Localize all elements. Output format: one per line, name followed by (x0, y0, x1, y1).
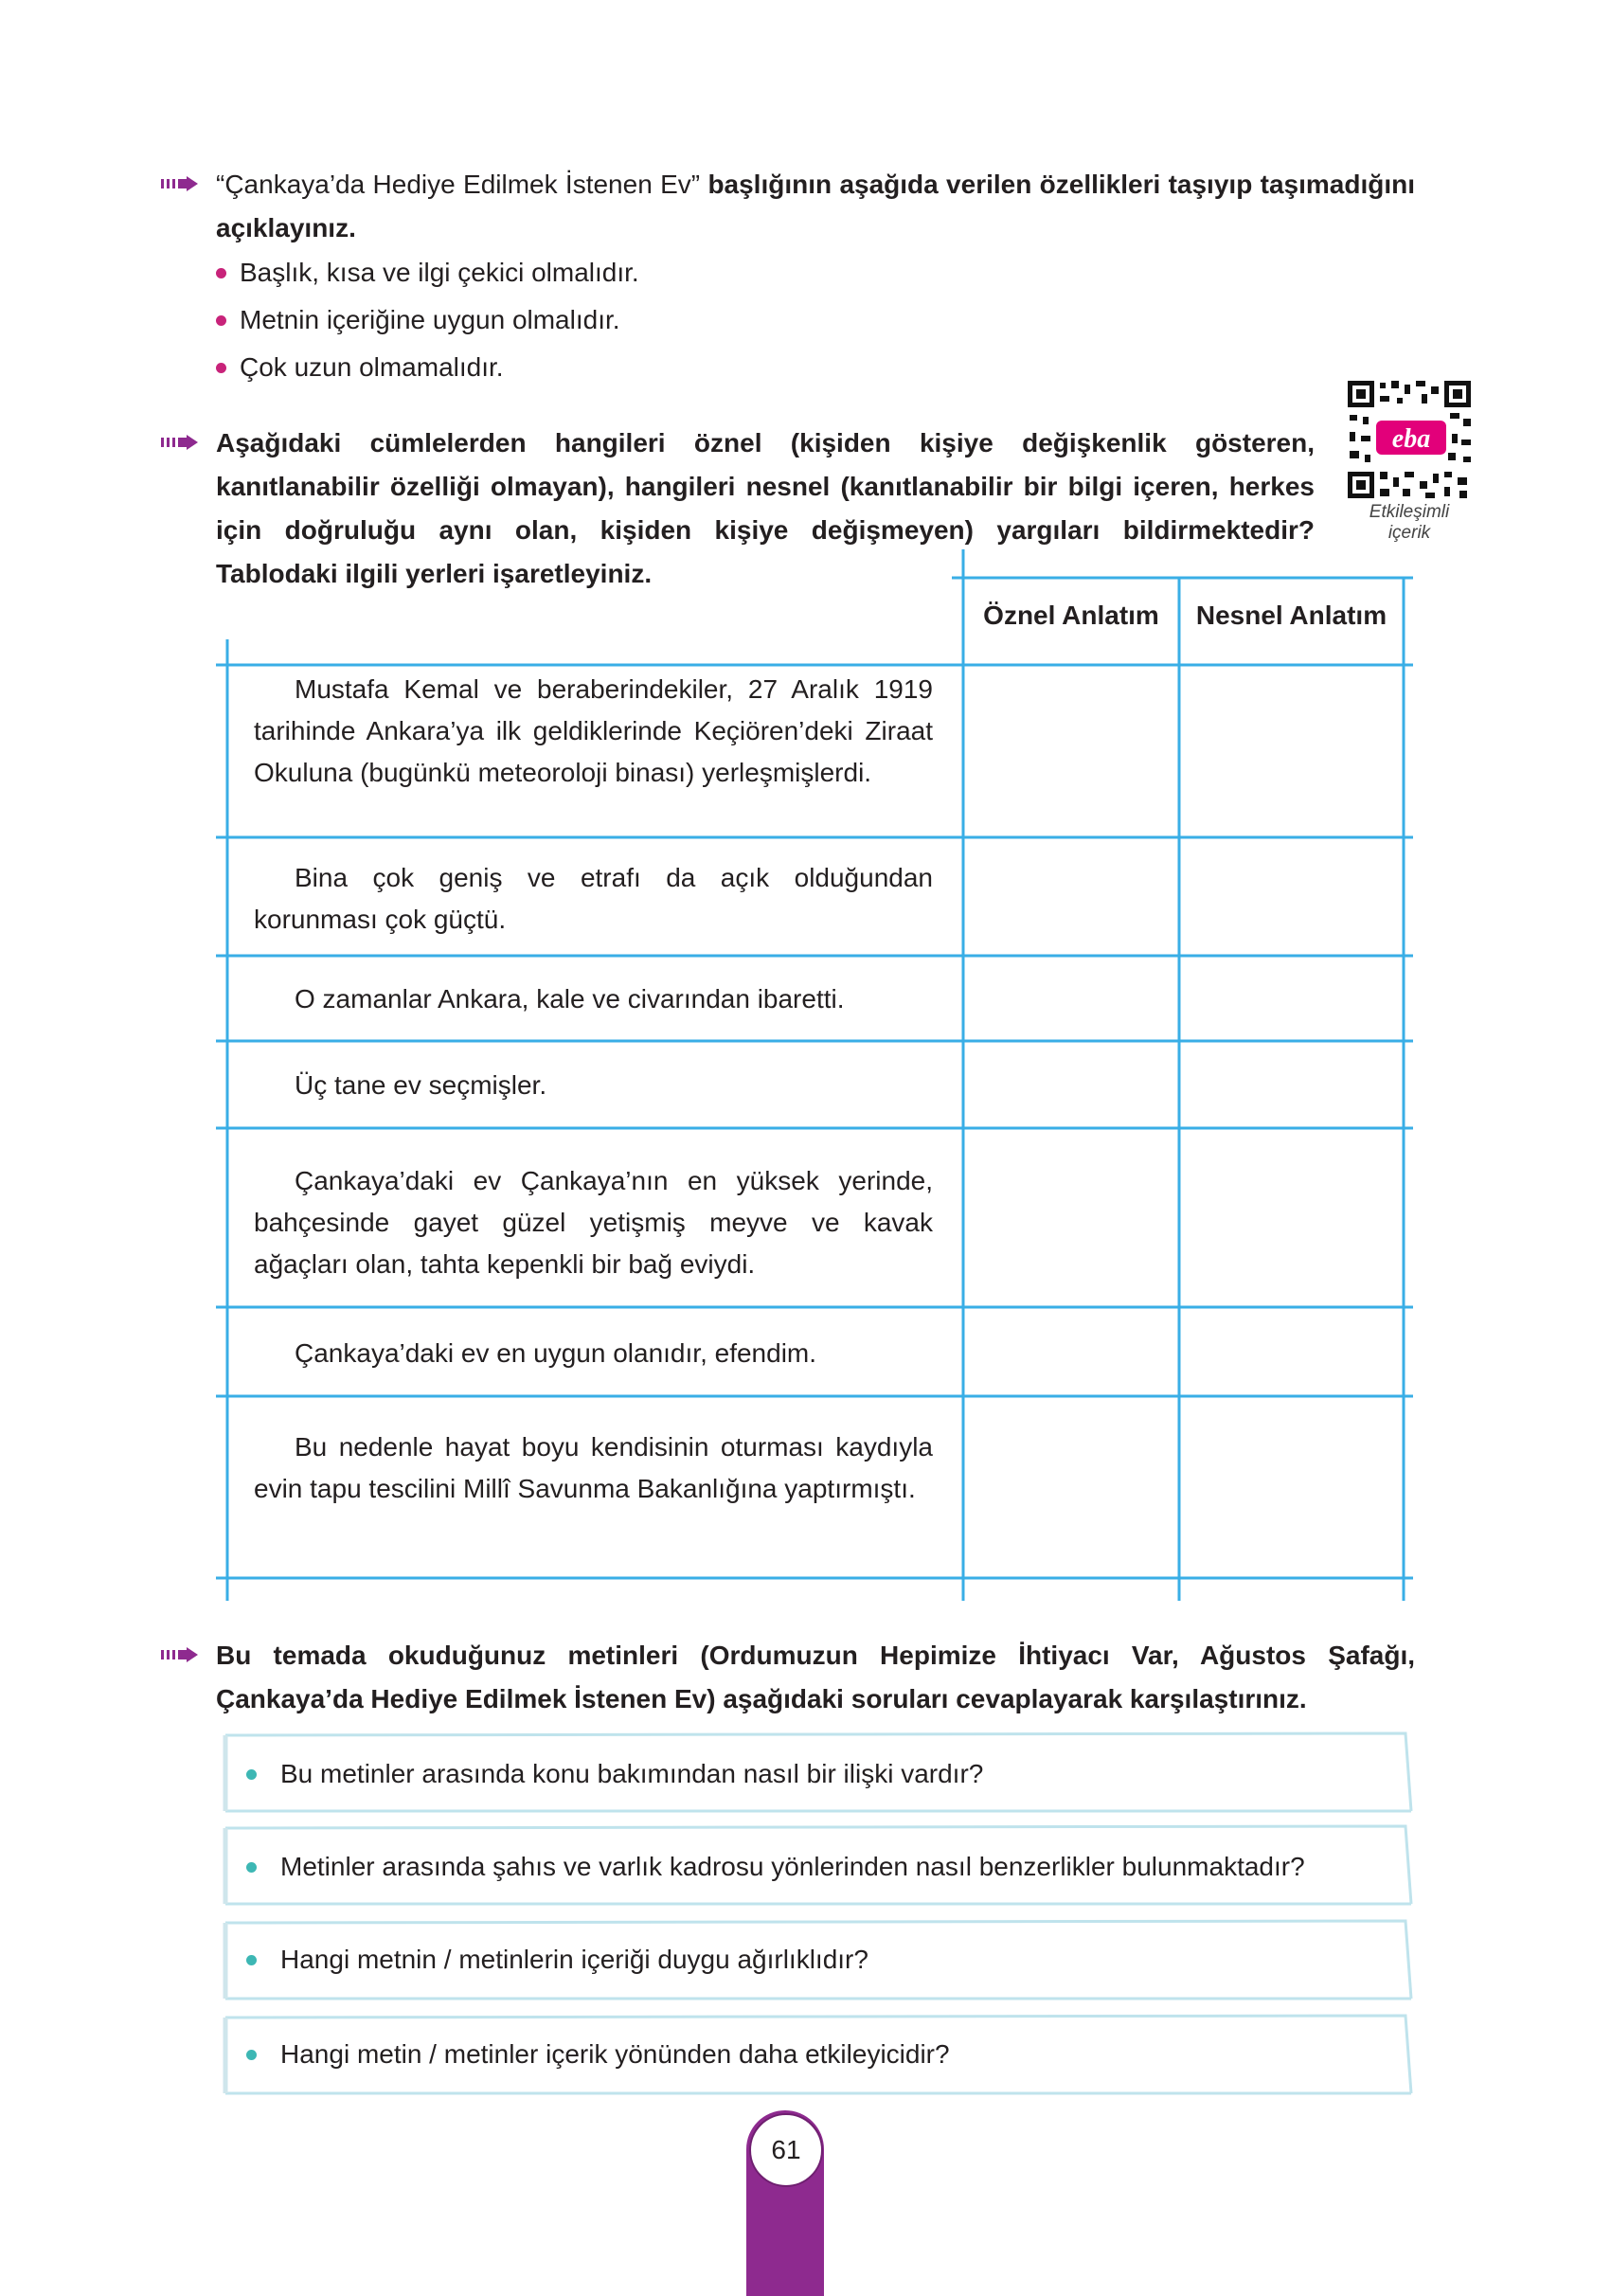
column-header-oznel: Öznel Anlatım (983, 601, 1159, 630)
table-row: Üç tane ev seçmişler. (295, 1070, 547, 1100)
compare-question-4: Hangi metin / metinler içerik yönünden daha etkileyicidir? (224, 2018, 1412, 2090)
question-1-title-quote: “Çankaya’da Hediye Edilmek İstenen Ev” (216, 170, 701, 199)
bullet-dot-icon (246, 1769, 257, 1780)
compare-question-3: Hangi metnin / metinlerin içeriği duygu ağırlıklıdır? (224, 1924, 1412, 1996)
eba-badge: eba (1391, 424, 1431, 454)
table-row: Bu nedenle hayat boyu kendisinin oturması kaydıyla evin tapu tescilini Millî Savunma Bakanlığına yaptırmıştı. (254, 1432, 933, 1503)
qr-label: Etkileşimli içerik (1369, 502, 1450, 543)
table-row: Mustafa Kemal ve beraberindekiler, 27 Aralık 1919 tarihinde Ankara’ya ilk geldiklerinde Keçiören’deki Ziraat Okuluna (bugünkü meteoroloji binası) yerleşmişlerdi. (254, 674, 933, 787)
bullet-dot-icon (246, 1862, 257, 1873)
table-row: Çankaya’daki ev Çankaya’nın en yüksek yerinde, bahçesinde gayet güzel yetişmiş meyve ve kavak ağaçları olan, tahta kepenkli bir bağ eviydi. (254, 1166, 933, 1279)
question-3: Bu temada okuduğunuz metinleri (Ordumuzun Hepimize İhtiyacı Var, Ağustos Şafağı, Çankaya’da Hediye Edilmek İstenen Ev) aşağıdaki soruları cevaplayarak karşılaştırınız. (216, 1641, 1415, 1713)
question-1-instruction: başlığının aşağıda verilen özellikleri taşıyıp taşımadığını açıklayınız. (216, 170, 1415, 242)
table-row: Çankaya’daki ev en uygun olanıdır, efendim. (295, 1338, 817, 1368)
compare-question-2: Metinler arasında şahıs ve varlık kadrosu yönlerinden nasıl benzerlikler bulunmaktadır? (224, 1831, 1412, 1903)
list-item: Çok uzun olmamalıdır. (216, 344, 639, 391)
table-row: Bina çok geniş ve etrafı da açık olduğundan korunması çok güçtü. (254, 863, 933, 934)
table-row: O zamanlar Ankara, kale ve civarından ibaretti. (295, 984, 845, 1013)
page-number: 61 (749, 2113, 823, 2187)
bullet-dot-icon (246, 2050, 257, 2060)
compare-question-1: Bu metinler arasında konu bakımından nasıl bir ilişki vardır? (224, 1738, 1412, 1810)
list-item: Metnin içeriğine uygun olmalıdır. (216, 296, 639, 344)
column-header-nesnel: Nesnel Anlatım (1195, 601, 1387, 630)
bullet-dot-icon (246, 1955, 257, 1965)
list-item: Başlık, kısa ve ilgi çekici olmalıdır. (216, 249, 639, 296)
question-2: Aşağıdaki cümlelerden hangileri öznel (kişiden kişiye değişkenlik gösteren, kanıtlanabilir özelliği olmayan), hangileri nesnel (kanıtlanabilir bir bilgi içeren, herkes için doğruluğu aynı olan, kişiden kişiye değişmeyen) yargıları bildirmektedir? Tablodaki ilgili yerleri işaretleyiniz. (216, 428, 1315, 588)
